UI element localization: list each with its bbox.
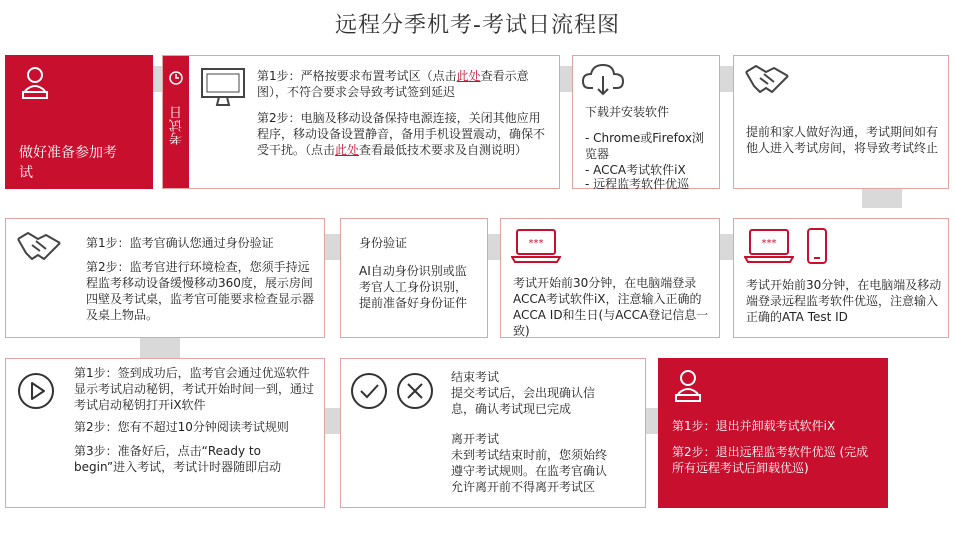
start-step2: 第2步：您有不超过10分钟阅读考试规则 [74, 420, 289, 434]
download-item-browser: - Chrome或Firefox浏览器 [585, 131, 704, 161]
close-circle-icon [395, 371, 435, 411]
proctor-step1: 第1步：监考官确认您通过身份验证 [86, 236, 274, 250]
environment-step1-text-b: 查看示意图），不符合要求会导致考试签到延迟 [257, 69, 529, 99]
page-title: 远程分季机考-考试日流程图 [335, 13, 620, 38]
prep-label: 做好准备参加考试 [19, 145, 117, 181]
environment-step1 [257, 68, 547, 100]
uninstall-step2: 第2步：退出远程监考软件优巡 (完成所有远程考试后卸载优巡) [672, 445, 869, 475]
login-ix-text: 考试开始前30分钟，在电脑端登录ACCA考试软件iX，注意输入正确的ACCA ID和生日(与ACCA登记信息一致) [513, 276, 709, 338]
svg-text:***: *** [761, 238, 777, 249]
download-item-proctor: - 远程监考软件优巡 [585, 177, 690, 191]
identity-card [340, 218, 488, 338]
family-card [733, 55, 949, 189]
start-step3: 第3步：准备好后，点击“Ready to begin”进入考试，考试计时器随即启动 [74, 444, 282, 474]
uninstall-step1: 第1步：退出并卸载考试软件iX [672, 419, 836, 433]
login-mobile-card [733, 218, 949, 338]
laptop-password-icon [511, 227, 561, 265]
download-card [572, 55, 720, 189]
svg-text:***: *** [528, 238, 544, 249]
start-step1: 第1步：签到成功后，监考官会通过优巡软件显示考试启动秘钥，考试开始时间一到，通过考试启动秘钥打开iX软件 [74, 366, 315, 412]
cloud-download-icon [581, 62, 625, 98]
proctor-check-card [5, 218, 325, 338]
environment-step1-text-a: 第1步：严格按要求布置考试区（点击 [257, 69, 457, 83]
clock-icon [168, 70, 184, 86]
prep-card [5, 55, 153, 189]
check-circle-icon [349, 371, 389, 411]
finish-text: 提交考试后，会出现确认信息，确认考试现已完成 [451, 386, 596, 416]
monitor-icon [199, 66, 247, 108]
tech-requirements-link[interactable]: 此处 [335, 143, 360, 157]
start-exam-card [5, 358, 325, 508]
handshake-icon [744, 62, 790, 96]
mobile-phone-icon [806, 227, 828, 265]
leave-heading: 离开考试 [451, 432, 500, 446]
person-laptop-icon [672, 368, 704, 404]
finish-heading: 结束考试 [451, 370, 500, 384]
environment-step2-text-b: 查看最低技术要求及自测说明） [359, 143, 528, 157]
play-icon [16, 371, 56, 411]
identity-text: AI自动身份识别或监考官人工身份识别，提前准备好身份证件 [359, 264, 468, 310]
environment-step2-text-a: 第2步：电脑及移动设备保持电源连接，关闭其他应用程序，移动设备设置静音，备用手机设置震动，确保不受干扰。（点击 [257, 111, 546, 157]
proctor-step2: 第2步：监考官进行环境检查，您须手持远程监考移动设备缓慢移动360度，展示房间四壁及考试桌，监考官可能要求检查显示器及桌上物品。 [86, 260, 315, 322]
person-laptop-icon [19, 65, 51, 101]
exam-day-label: 考试日 [170, 106, 185, 145]
login-mobile-text: 考试开始前30分钟，在电脑端及移动端登录远程监考软件优巡，注意输入正确的ATA Test ID [746, 278, 942, 324]
environment-card [162, 55, 560, 189]
download-heading: 下载并安装软件 [585, 105, 670, 119]
identity-heading: 身份验证 [359, 236, 408, 250]
uninstall-card [658, 358, 888, 508]
layout-example-link[interactable]: 此处 [456, 69, 481, 83]
laptop-password-icon [744, 227, 794, 265]
handshake-icon [16, 229, 62, 263]
download-item-ix: - ACCA考试软件iX [585, 163, 686, 177]
environment-step2 [257, 110, 547, 158]
leave-text: 未到考试结束时前，您须始终遵守考试规则。在监考官确认允许离开前不得离开考试区 [451, 448, 608, 494]
login-ix-card [500, 218, 720, 338]
finish-exam-card [340, 358, 646, 508]
family-text: 提前和家人做好沟通，考试期间如有他人进入考试房间，将导致考试终止 [746, 125, 939, 155]
